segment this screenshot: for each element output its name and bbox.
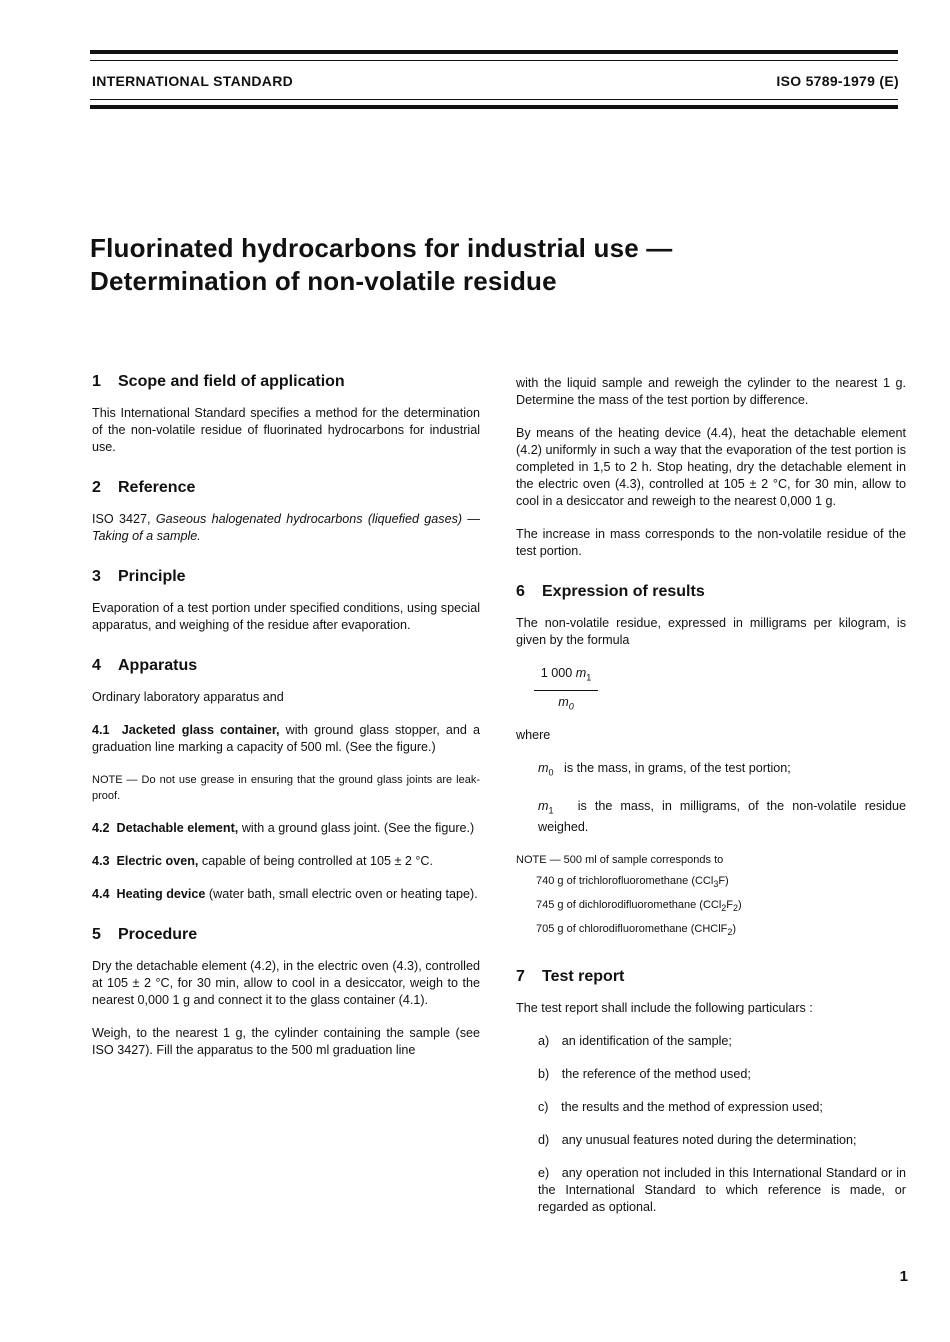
section-4-intro: Ordinary laboratory apparatus and: [92, 690, 284, 704]
document-title: [90, 232, 850, 298]
header-rule-top-thin: [90, 60, 898, 61]
item-4-3: 4.3 Electric oven, capable of being controlled at 105 ± 2 °C.: [92, 854, 434, 868]
section-5-para-2: Weigh, to the nearest 1 g, the cylinder containing the sample (see ISO 3427). Fill the apparatus to the 500 ml graduation line: [92, 1026, 480, 1057]
section-5-para-1: Dry the detachable element (4.2), in the electric oven (4.3), controlled at 105 ± 2 °C, for 30 min, allow to cool in a desiccator, weigh to the nearest 0,000 1 g and connect it to the glass container (4.1).: [92, 959, 480, 1007]
formula-numerator: 1 000 $m_1$: [534, 665, 598, 691]
section-2-heading: 2 Reference: [92, 479, 196, 496]
header-rule-bottom-thin: [90, 99, 898, 100]
header-standard-type: INTERNATIONAL STANDARD: [92, 73, 294, 89]
section-5-para-5: The increase in mass corresponds to the non-volatile residue of the test portion.: [516, 527, 906, 558]
page-number: 1: [899, 1268, 908, 1285]
section-5-heading: 5 Procedure: [92, 926, 198, 943]
section-7-heading: 7 Test report: [516, 967, 625, 985]
section-3-text: Evaporation of a test portion under specified conditions, using special apparatus, and weighing of the residue after evaporation.: [92, 601, 480, 632]
list-item: e) any operation not included in this International Standard or in the International Standard to which reference is made, or regarded as optional.: [538, 1165, 906, 1214]
definition-m1: $m_1$ is the mass, in milligrams, of the non-volatile residue weighed.: [538, 798, 906, 835]
section-7-intro: The test report shall include the following particulars :: [516, 1000, 813, 1015]
section-5-para-4: By means of the heating device (4.4), heat the detachable element (4.2) uniformly in such a way that the evaporation of the test portion is completed in 1,5 to 2 h. Stop heating, dry the detachable element in the electric oven (4.3), controlled at 105 ± 2 °C, for 30 min, allow to cool in a desiccator and reweigh to the nearest 0,000 1 g.: [516, 426, 906, 508]
list-item: b) the reference of the method used;: [538, 1066, 751, 1081]
left-column: [92, 372, 480, 1075]
list-item: a) an identification of the sample;: [538, 1033, 732, 1048]
test-report-list: [538, 1033, 906, 1216]
item-4-1: 4.1 Jacketed glass container, with ground glass stopper, and a graduation line marking a capacity of 500 ml. (See the figure.): [92, 723, 481, 754]
section-6-heading: 6 Expression of results: [516, 583, 705, 600]
section-6-intro: The non-volatile residue, expressed in milligrams per kilogram, is given by the formula: [516, 616, 906, 647]
formula-denominator: $m_0$: [558, 694, 574, 712]
section-5-para-3: with the liquid sample and reweigh the cylinder to the nearest 1 g. Determine the mass of the test portion by difference.: [516, 376, 906, 407]
note-intro: NOTE — 500 ml of sample corresponds to: [516, 854, 724, 867]
item-4-1-note: NOTE — Do not use grease in ensuring that the ground glass joints are leak-proof.: [92, 774, 480, 802]
section-6-note: [516, 852, 906, 941]
header-rule-top: [90, 50, 898, 54]
section-1-text: This International Standard specifies a method for the determination of the non-volatile residue of fluorinated hydrocarbons for industrial use.: [92, 406, 480, 454]
section-2-reference: ISO 3427, Gaseous halogenated hydrocarbons (liquefied gases) — Taking of a sample.: [92, 512, 480, 543]
section-4-heading: 4 Apparatus: [92, 657, 198, 674]
list-item: c) the results and the method of expression used;: [538, 1099, 823, 1114]
header-rule-bottom: [90, 105, 898, 109]
item-4-2: 4.2 Detachable element, with a ground glass joint. (See the figure.): [92, 821, 475, 835]
note-line-2: 745 g of dichlorodifluoromethane $(CCl_2F_2)$: [536, 899, 742, 914]
where-label: where: [516, 728, 551, 743]
note-line-1: 740 g of trichlorofluoromethane (CCl$_3$F): [536, 875, 729, 890]
section-3-heading: 3 Principle: [92, 568, 186, 585]
definition-m0: $m_0$ is the mass, in grams, of the test portion;: [538, 761, 791, 778]
right-column: [516, 375, 906, 1232]
result-formula: [534, 665, 598, 715]
title-line-2: Determination of non-volatile residue: [90, 266, 557, 296]
item-4-4: 4.4 Heating device (water bath, small electric oven or heating tape).: [92, 887, 478, 901]
title-line-1: Fluorinated hydrocarbons for industrial use —: [90, 233, 673, 263]
list-item: d) any unusual features noted during the determination;: [538, 1132, 857, 1147]
header-standard-number: ISO 5789-1979 (E): [776, 73, 899, 89]
note-line-3: 705 g of chlorodifluoromethane (CHClF$_2$): [536, 923, 737, 938]
section-1-heading: 1 Scope and field of application: [92, 373, 345, 390]
